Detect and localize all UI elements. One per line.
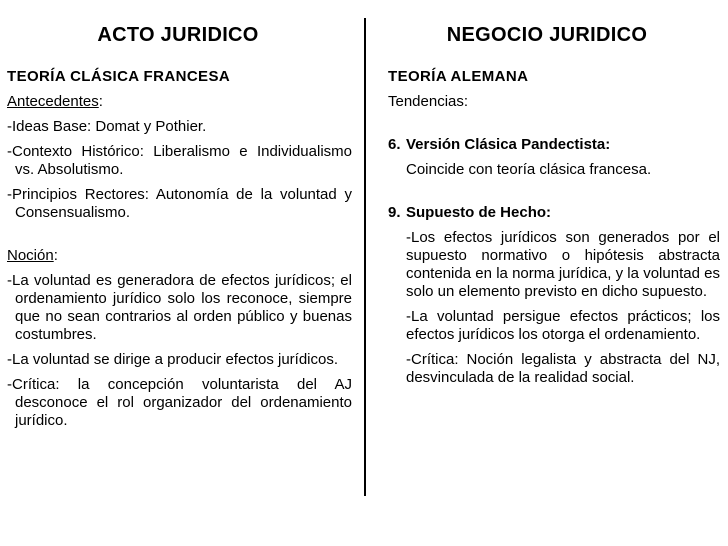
negocio-juridico-title: NEGOCIO JURIDICO [446,24,648,46]
supuesto-paragraph-2: -La voluntad persigue efectos prácticos; los efectos jurídicos los otorga el ordenamiento. [406,308,720,343]
antecedentes-label: Antecedentes [7,93,99,110]
nocion-item-1: -La voluntad es generadora de efectos jurídicos; el ordenamiento jurídico solo los reconoce, siempre que no sean contrarios al orden público y buenas costumbres. [7,272,352,343]
nocion-colon: : [53,247,58,264]
supuesto-de-hecho-heading: Supuesto de Hecho: [406,204,552,221]
nocion-item-3: -Crítica: la concepción voluntarista del AJ desconoce el rol organizador del ordenamiento jurídico. [7,376,352,429]
antecedentes-item-2: -Contexto Histórico: Liberalismo e Individualismo vs. Absolutismo. [7,143,352,178]
list-item-version-clasica [388,136,720,179]
antecedentes-item-1: -Ideas Base: Domat y Pothier. [7,118,207,135]
antecedentes-colon: : [98,93,103,110]
antecedentes-heading [7,93,352,111]
nocion-heading [7,247,352,265]
supuesto-paragraph-1: -Los efectos jurídicos son generados por el supuesto normativo o hipótesis abstracta contenida en la norma jurídica, y la voluntad es solo un elemento previsto en dicho supuesto. [406,229,720,300]
item-number: 6. [388,136,401,153]
item-number: 9. [388,204,401,221]
tendencias-label: Tendencias: [388,93,469,110]
acto-juridico-title: ACTO JURIDICO [97,24,259,46]
version-clasica-heading: Versión Clásica Pandectista: [406,136,611,153]
antecedentes-item-3: -Principios Rectores: Autonomía de la voluntad y Consensualismo. [7,186,352,221]
teoria-clasica-francesa-heading: TEORÍA CLÁSICA FRANCESA [7,68,231,85]
teoria-alemana-heading: TEORÍA ALEMANA [388,68,529,85]
supuesto-paragraph-3: -Crítica: Noción legalista y abstracta del NJ, desvinculada de la realidad social. [406,351,720,386]
column-divider [364,18,366,496]
list-item-supuesto-de-hecho [388,204,720,387]
version-clasica-text: Coincide con teoría clásica francesa. [406,161,652,178]
nocion-label: Noción [7,247,54,264]
nocion-item-2: -La voluntad se dirige a producir efectos jurídicos. [7,351,339,368]
